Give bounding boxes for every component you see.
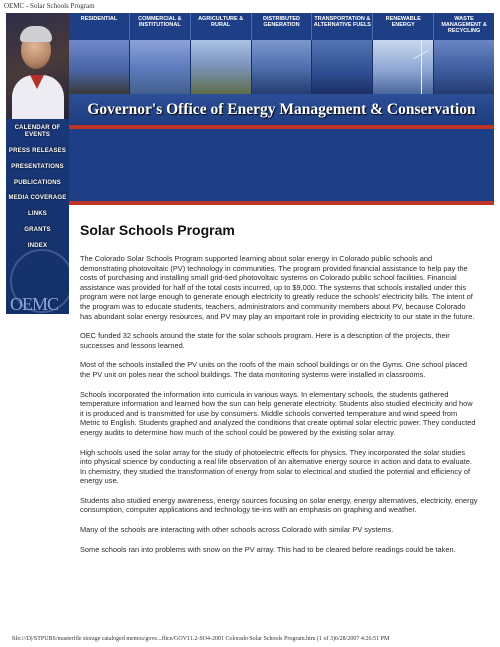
tab-waste-management-recycling[interactable]: WASTE MANAGEMENT & RECYCLING <box>441 16 487 34</box>
nav-links[interactable]: LINKS <box>28 211 47 217</box>
sidebar <box>6 13 69 314</box>
paragraph: Most of the schools installed the PV units on the roofs of the main school buildings or on the Gyms. One school placed the PV unit on poles near the school buildings. The data monitoring systems were installed in classrooms. <box>80 360 467 379</box>
waste-management-photo[interactable] <box>434 40 494 94</box>
category-tabs <box>69 13 494 40</box>
main-content <box>80 222 478 564</box>
tab-renewable-energy[interactable]: RENEWABLE ENERGY <box>373 13 434 40</box>
banner-band <box>69 129 494 201</box>
paragraph: The Colorado Solar Schools Program supported learning about solar energy in Colorado public schools and demonstrating photovoltaic (PV) technology in communities. The program provided financial assistance to help pay the costs of purchasing and installing small grid-tied photovoltaic systems on Colorado public school facilities. Financial assistance was provided for half of the total costs incurred, up to $9,000. The systems that schools installed under this program were not large enough to generate enough electricity to greatly reduce the schools' electricity bills. The intent of the program was to educate students, teachers, administrators and community members about PV, because Colorado has abundant solar energy resources, and PV may play an important role in providing electricity to our state in the future. <box>80 254 475 321</box>
header-banner <box>69 13 494 125</box>
tab-residential[interactable]: RESIDENTIAL <box>69 13 130 40</box>
renewable-energy-photo[interactable] <box>373 40 434 94</box>
banner-divider-bottom <box>69 201 494 205</box>
tab-commercial-institutional[interactable]: COMMERCIAL & INSTITUTIONAL <box>130 13 191 40</box>
commercial-photo[interactable] <box>130 40 191 94</box>
agriculture-photo[interactable] <box>191 40 252 94</box>
print-footer: file:///D|/STPUBS/masterfile storage cataloged memos/gove...ffice/GOV11.2-SO4-2001 Colorado Solar Schools Program.htm (1 of 3)6/28/2007 4:26:51 PM <box>12 636 390 642</box>
governor-portrait <box>6 13 69 119</box>
paragraph: OEC funded 32 schools around the state for the solar schools program. Here is a description of the projects, their successes and lessons learned. <box>80 331 450 350</box>
print-header: OEMC - Solar Schools Program <box>4 2 95 10</box>
category-photos <box>69 40 494 94</box>
nav-publications[interactable]: PUBLICATIONS <box>14 180 61 186</box>
nav-calendar-of-events[interactable]: CALENDAR OF EVENTS <box>14 125 61 138</box>
nav-index[interactable]: INDEX <box>27 243 48 249</box>
nav-presentations[interactable]: PRESENTATIONS <box>11 164 64 170</box>
transportation-photo[interactable] <box>312 40 373 94</box>
sidebar-nav <box>6 121 69 250</box>
residential-photo[interactable] <box>69 40 130 94</box>
paragraph: Students also studied energy awareness, energy sources focusing on solar energy, energy alternatives, electricity, energy consumption, computer applications and technology tie-ins with an emphasis on graphing and weather. <box>80 495 478 515</box>
distributed-generation-photo[interactable] <box>252 40 313 94</box>
page-title: Solar Schools Program <box>80 222 235 238</box>
tab-agriculture-rural[interactable]: AGRICULTURE & RURAL <box>191 13 252 40</box>
tab-distributed-generation[interactable]: DISTRIBUTED GENERATION <box>252 13 313 40</box>
paragraph: Some schools ran into problems with snow on the PV array. This had to be cleared before readings could be taken. <box>80 544 456 554</box>
oemc-logo: OEMC <box>10 294 59 314</box>
nav-grants[interactable]: GRANTS <box>24 227 51 233</box>
windmill-icon <box>421 40 422 94</box>
nav-press-releases[interactable]: PRESS RELEASES <box>8 148 67 154</box>
nav-media-coverage[interactable]: MEDIA COVERAGE <box>8 195 67 201</box>
paragraph: High schools used the solar array for the study of photoelectric effects for physics. They incorporated the solar studies into physical science by conducting a real life observation of an alternative energy source in action and data to evaluate. In chemistry, they studied the transformation of energy from solar to electrical and studied the potential and efficiency of energy use. <box>80 447 472 486</box>
paragraph: Many of the schools are interacting with other schools across Colorado with similar PV systems. <box>80 525 394 535</box>
banner-title: Governor's Office of Energy Management & Conservation <box>69 94 494 125</box>
tab-transportation-alternative-fuels[interactable]: TRANSPORTATION & ALTERNATIVE FUELS <box>312 13 373 40</box>
paragraph: Schools incorporated the information into curricula in various ways. In elementary schools, the students gathered temperature information and learned how the sun can help generate electricity. Students also studied electricity and how it is produced and is transmitted for use by consumers. Middle schools converted temperature and wind speed from Metric to English. Students graphed and analyzed the conditions that create optimal solar electric power. They conducted energy audits to determine how much of the school could be powered by the existing solar array. <box>80 389 476 437</box>
